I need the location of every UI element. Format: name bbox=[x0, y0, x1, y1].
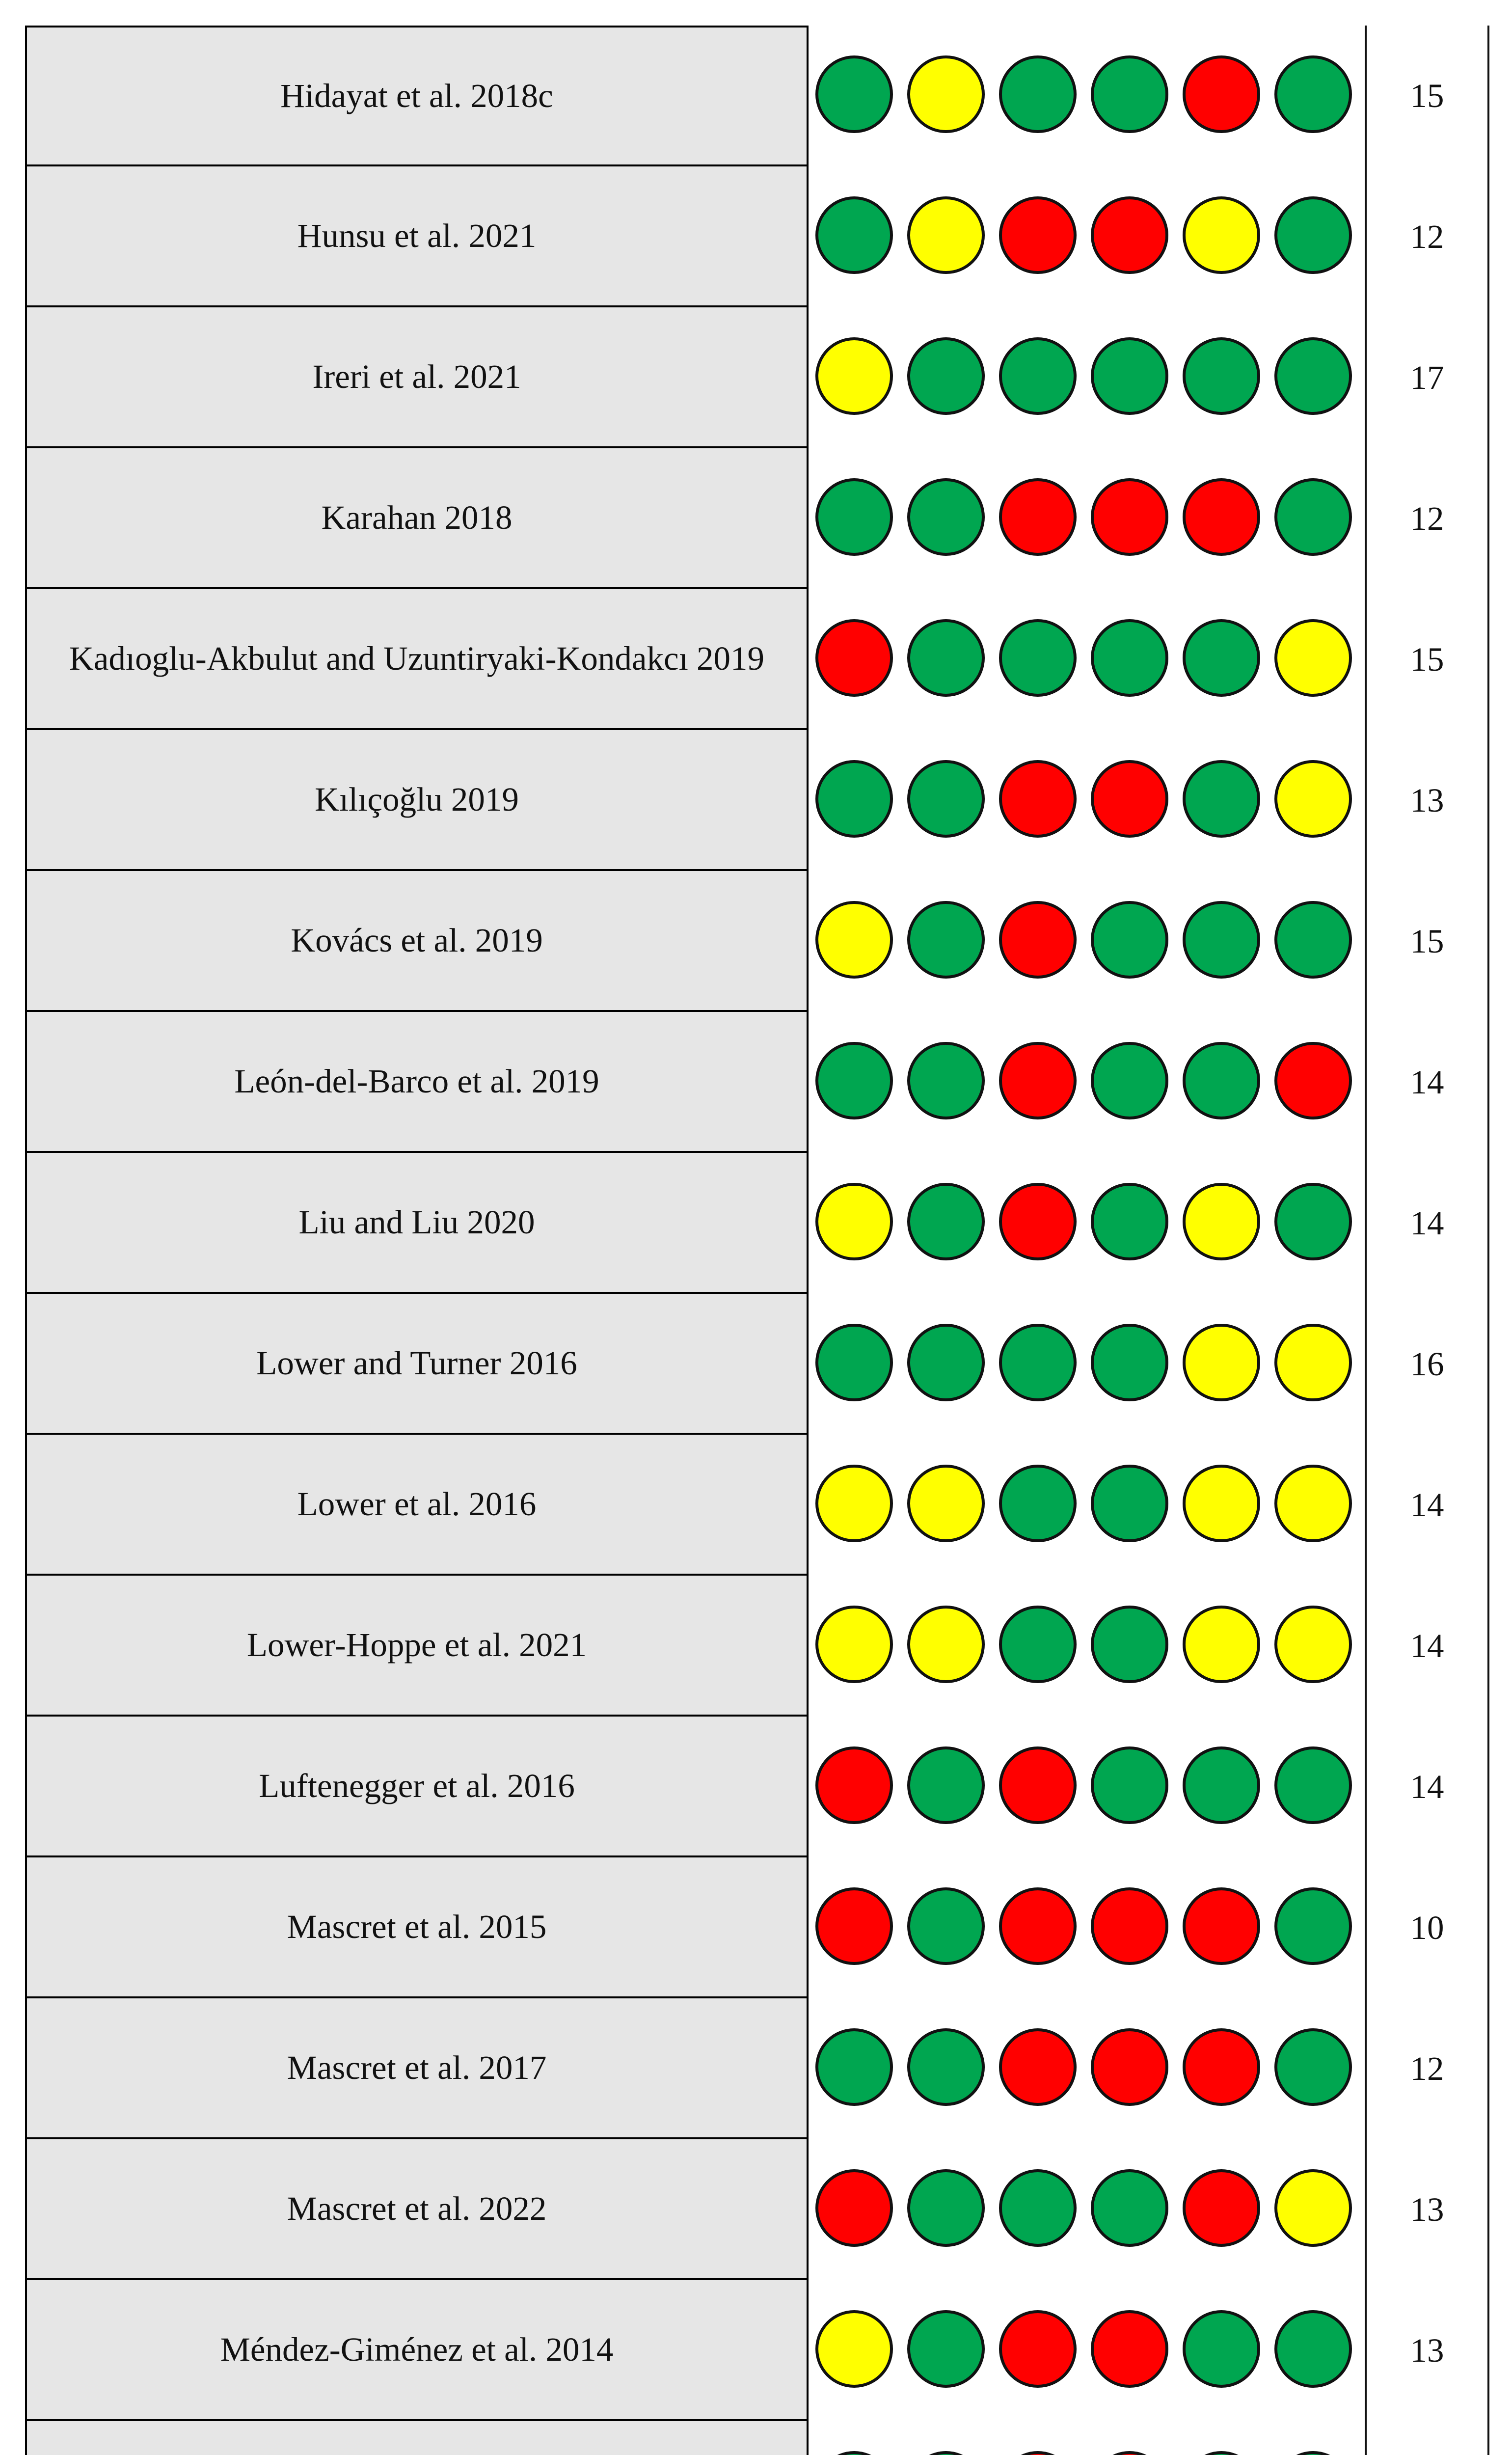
total-score: 12 bbox=[1410, 500, 1444, 537]
rating-dot-yellow bbox=[815, 1465, 893, 1542]
total-score: 15 bbox=[1410, 641, 1444, 678]
rating-dot-green bbox=[1091, 1606, 1168, 1683]
rating-dot-green bbox=[1183, 760, 1260, 838]
rating-dot-green bbox=[1183, 2310, 1260, 2388]
rating-dot-red bbox=[999, 901, 1077, 979]
rating-dot-green bbox=[815, 2451, 893, 2455]
rating-dot-green bbox=[1091, 337, 1168, 415]
rating-dot-green bbox=[1091, 901, 1168, 979]
rating-dot-green bbox=[1274, 55, 1352, 133]
rating-dot-green bbox=[907, 2451, 985, 2455]
rating-dot-red bbox=[999, 2310, 1077, 2388]
total-score: 14 bbox=[1410, 1064, 1444, 1101]
rating-dot-green bbox=[907, 2028, 985, 2106]
rating-dot-green bbox=[815, 55, 893, 133]
study-name: Liu and Liu 2020 bbox=[25, 1153, 809, 1294]
rating-dot-green bbox=[999, 2169, 1077, 2247]
rating-dot-green bbox=[907, 1324, 985, 1401]
rating-dot-green bbox=[907, 2169, 985, 2247]
rating-dot-red bbox=[999, 1042, 1077, 1119]
rating-dot-red bbox=[815, 2169, 893, 2247]
rating-dot-yellow bbox=[1183, 1324, 1260, 1401]
rating-dot-green bbox=[907, 478, 985, 556]
total-score bbox=[1371, 2421, 1484, 2455]
table-row bbox=[0, 2139, 1512, 2280]
study-name: Karahan 2018 bbox=[25, 448, 809, 589]
rating-dot-red bbox=[999, 478, 1077, 556]
table-row bbox=[0, 166, 1512, 307]
rating-dot-red bbox=[1183, 55, 1260, 133]
study-name: Hidayat et al. 2018c bbox=[25, 26, 809, 166]
table-row bbox=[0, 1153, 1512, 1294]
rating-dot-red bbox=[999, 1887, 1077, 1965]
total-score: 14 bbox=[1410, 1768, 1444, 1805]
table-row bbox=[0, 26, 1512, 166]
rating-dot-green bbox=[1274, 337, 1352, 415]
total-score: 15 bbox=[1410, 923, 1444, 960]
table-row bbox=[0, 1576, 1512, 1717]
rating-dot-green bbox=[907, 2310, 985, 2388]
total-score: 17 bbox=[1410, 359, 1444, 396]
rating-dot-green bbox=[1091, 619, 1168, 697]
rating-dot-green bbox=[999, 619, 1077, 697]
total-score: 13 bbox=[1410, 2332, 1444, 2369]
rating-dot-green bbox=[999, 1324, 1077, 1401]
rating-dot-red bbox=[1183, 2028, 1260, 2106]
rating-dot-yellow bbox=[1183, 1465, 1260, 1542]
table-row bbox=[0, 307, 1512, 448]
rating-dot-green bbox=[1274, 2028, 1352, 2106]
rating-dot-yellow bbox=[1183, 196, 1260, 274]
rating-dot-yellow bbox=[907, 55, 985, 133]
rating-dot-green bbox=[1274, 1183, 1352, 1260]
rating-dot-yellow bbox=[815, 901, 893, 979]
rating-dot-green bbox=[999, 1606, 1077, 1683]
rating-dot-red bbox=[1183, 478, 1260, 556]
study-name: Kadıoglu-Akbulut and Uzuntiryaki-Kondakcı 2019 bbox=[25, 589, 809, 730]
total-score: 15 bbox=[1410, 77, 1444, 114]
rating-dot-green bbox=[1274, 196, 1352, 274]
rating-dot-green bbox=[907, 337, 985, 415]
rating-dot-yellow bbox=[907, 1465, 985, 1542]
rating-dot-red bbox=[1091, 2028, 1168, 2106]
rating-dot-red bbox=[1274, 1042, 1352, 1119]
rating-dot-yellow bbox=[907, 1606, 985, 1683]
total-score: 16 bbox=[1410, 1345, 1444, 1383]
table-row bbox=[0, 730, 1512, 871]
rating-dot-green bbox=[1183, 337, 1260, 415]
rating-dot-red bbox=[999, 760, 1077, 838]
rating-dot-red bbox=[999, 2028, 1077, 2106]
rating-dot-yellow bbox=[1274, 760, 1352, 838]
study-name: Lower and Turner 2016 bbox=[25, 1294, 809, 1435]
total-score: 13 bbox=[1410, 2191, 1444, 2228]
rating-dot-yellow bbox=[1183, 1183, 1260, 1260]
table-row bbox=[0, 1012, 1512, 1153]
table-row bbox=[0, 1435, 1512, 1576]
study-name: Mascret et al. 2015 bbox=[25, 1857, 809, 1998]
rating-dot-green bbox=[1091, 1465, 1168, 1542]
rating-dot-green bbox=[1091, 2169, 1168, 2247]
rating-dot-green bbox=[1274, 2451, 1352, 2455]
rating-dot-yellow bbox=[815, 337, 893, 415]
study-name bbox=[25, 2421, 809, 2455]
rating-dot-green bbox=[1183, 901, 1260, 979]
rating-dot-green bbox=[1183, 1042, 1260, 1119]
rating-dot-green bbox=[1091, 1183, 1168, 1260]
total-score: 12 bbox=[1410, 2050, 1444, 2087]
table-row bbox=[0, 2421, 1512, 2455]
rating-dot-green bbox=[1183, 2451, 1260, 2455]
rating-dot-yellow bbox=[1274, 1324, 1352, 1401]
study-name: Kılıçoğlu 2019 bbox=[25, 730, 809, 871]
rating-dot-red bbox=[1091, 1887, 1168, 1965]
rating-dot-red bbox=[999, 1746, 1077, 1824]
table-row bbox=[0, 1294, 1512, 1435]
table-row bbox=[0, 1998, 1512, 2139]
total-score: 12 bbox=[1410, 218, 1444, 255]
rating-dot-green bbox=[1091, 1042, 1168, 1119]
rating-dot-red bbox=[1091, 760, 1168, 838]
study-name: León-del-Barco et al. 2019 bbox=[25, 1012, 809, 1153]
study-name: Lower et al. 2016 bbox=[25, 1435, 809, 1576]
rating-dot-green bbox=[815, 2028, 893, 2106]
study-name: Ireri et al. 2021 bbox=[25, 307, 809, 448]
rating-dot-green bbox=[815, 1042, 893, 1119]
rating-dot-yellow bbox=[907, 196, 985, 274]
study-name: Kovács et al. 2019 bbox=[25, 871, 809, 1012]
rating-dot-green bbox=[907, 1183, 985, 1260]
rating-dot-red bbox=[999, 1183, 1077, 1260]
rating-dot-yellow bbox=[1274, 2169, 1352, 2247]
study-name: Lower-Hoppe et al. 2021 bbox=[25, 1576, 809, 1717]
rating-dot-green bbox=[1183, 1746, 1260, 1824]
rating-dot-red bbox=[1183, 2169, 1260, 2247]
rating-dot-green bbox=[907, 1746, 985, 1824]
rating-dot-yellow bbox=[1274, 1606, 1352, 1683]
rating-dot-green bbox=[815, 478, 893, 556]
rating-dot-red bbox=[1091, 2451, 1168, 2455]
rating-dot-green bbox=[999, 1465, 1077, 1542]
rating-dot-green bbox=[907, 901, 985, 979]
rating-dot-green bbox=[907, 760, 985, 838]
rating-dot-green bbox=[1274, 1887, 1352, 1965]
rating-dot-red bbox=[1183, 1887, 1260, 1965]
rating-dot-green bbox=[1091, 1746, 1168, 1824]
rating-dot-yellow bbox=[815, 1183, 893, 1260]
rating-dot-green bbox=[1274, 478, 1352, 556]
rating-dot-yellow bbox=[815, 2310, 893, 2388]
table-row bbox=[0, 1717, 1512, 1857]
rating-dot-yellow bbox=[815, 1606, 893, 1683]
total-score: 14 bbox=[1410, 1486, 1444, 1524]
rating-dot-green bbox=[1091, 1324, 1168, 1401]
rating-dot-green bbox=[1183, 619, 1260, 697]
rating-dot-green bbox=[999, 55, 1077, 133]
rating-dot-green bbox=[907, 619, 985, 697]
rating-dot-yellow bbox=[1183, 1606, 1260, 1683]
rating-dot-yellow bbox=[1274, 1465, 1352, 1542]
table-row bbox=[0, 1857, 1512, 1998]
table-row bbox=[0, 871, 1512, 1012]
rating-dot-green bbox=[907, 1042, 985, 1119]
table-row bbox=[0, 2280, 1512, 2421]
total-score: 14 bbox=[1410, 1204, 1444, 1242]
total-score: 14 bbox=[1410, 1627, 1444, 1664]
total-score: 13 bbox=[1410, 782, 1444, 819]
rating-dot-green bbox=[815, 196, 893, 274]
rating-dot-green bbox=[1091, 55, 1168, 133]
rating-dot-red bbox=[999, 196, 1077, 274]
rating-dot-red bbox=[1091, 478, 1168, 556]
rating-dot-red bbox=[815, 619, 893, 697]
rating-dot-red bbox=[1091, 196, 1168, 274]
table-row bbox=[0, 589, 1512, 730]
rating-dot-green bbox=[1274, 901, 1352, 979]
total-score: 10 bbox=[1410, 1909, 1444, 1946]
rating-dot-green bbox=[999, 337, 1077, 415]
rating-dot-green bbox=[815, 760, 893, 838]
study-name: Mascret et al. 2017 bbox=[25, 1998, 809, 2139]
study-name: Luftenegger et al. 2016 bbox=[25, 1717, 809, 1857]
study-name: Mascret et al. 2022 bbox=[25, 2139, 809, 2280]
table-row bbox=[0, 448, 1512, 589]
rating-dot-green bbox=[815, 1324, 893, 1401]
rating-dot-yellow bbox=[1274, 619, 1352, 697]
rating-dot-green bbox=[1274, 1746, 1352, 1824]
study-name: Hunsu et al. 2021 bbox=[25, 166, 809, 307]
rating-dot-red bbox=[815, 1887, 893, 1965]
study-name: Méndez-Giménez et al. 2014 bbox=[25, 2280, 809, 2421]
rating-dot-red bbox=[815, 1746, 893, 1824]
rating-dot-green bbox=[1274, 2310, 1352, 2388]
rating-dot-red bbox=[1091, 2310, 1168, 2388]
rating-dot-red bbox=[999, 2451, 1077, 2455]
rating-dot-green bbox=[907, 1887, 985, 1965]
